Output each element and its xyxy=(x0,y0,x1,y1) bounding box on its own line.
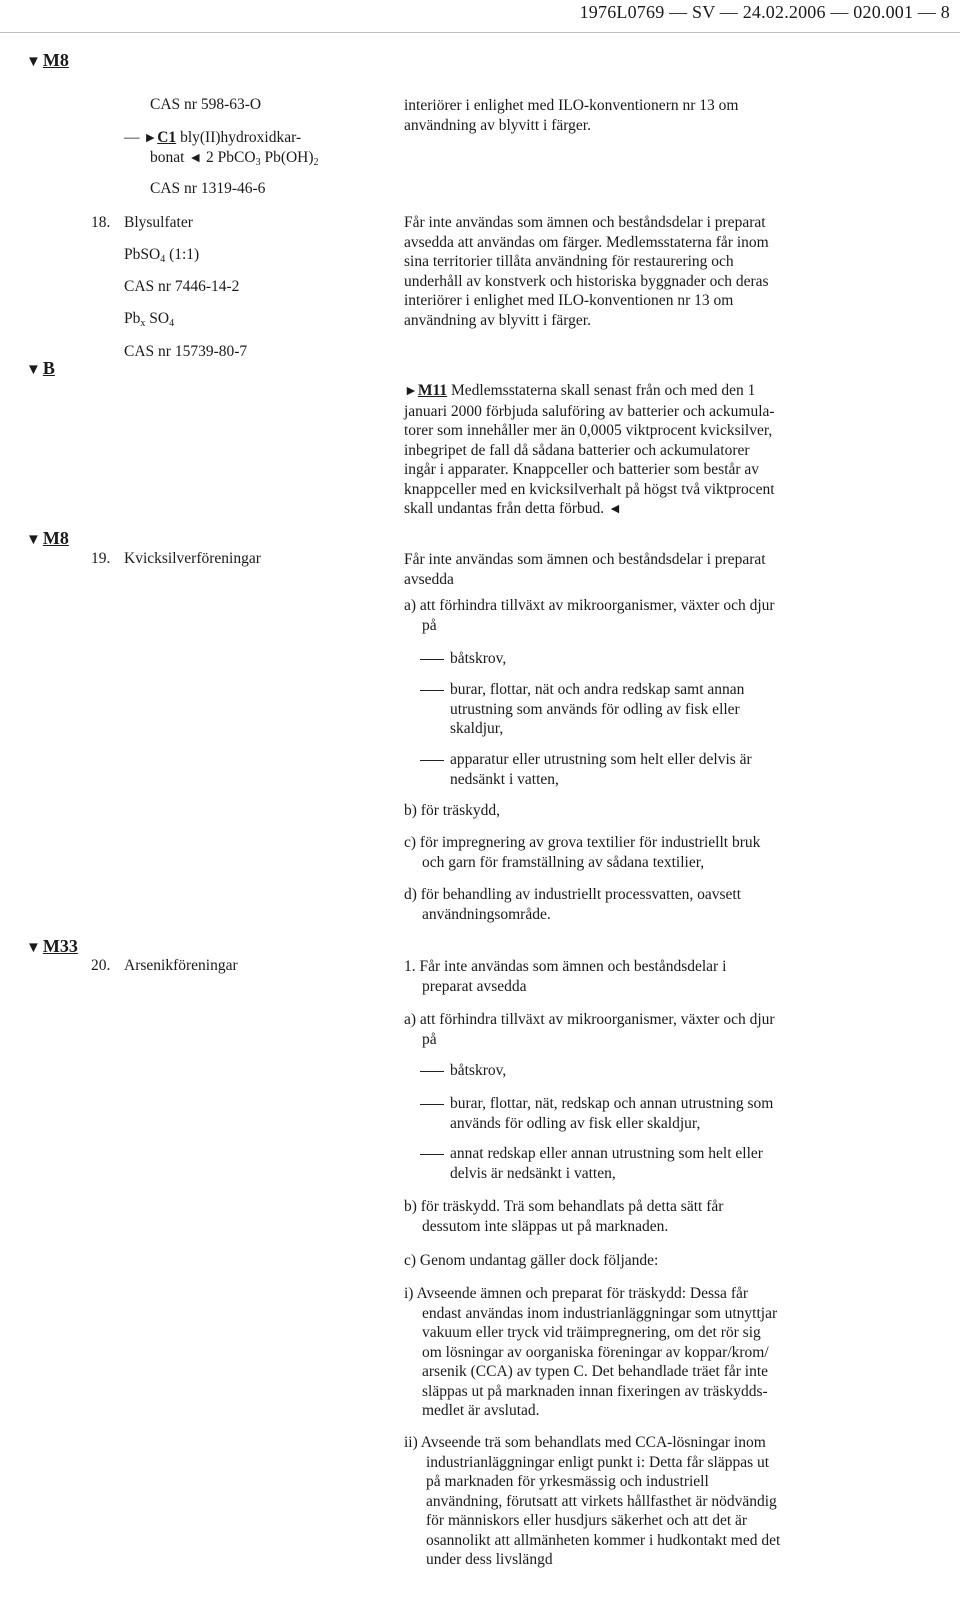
dash-icon xyxy=(420,760,444,761)
dash-icon xyxy=(420,1071,444,1072)
item20-a: a) att förhindra tillväxt av mikroorganismer, växter och djur på xyxy=(404,1011,775,1048)
item18-m11-paragraph: ►M11 Medlemsstaterna skall senast från och med den 1 januari 2000 förbjuda saluföring av batterier och ackumula- torer som innehåller mer än 0,0005 viktprocent kvicksilver, inbegripet de fall då sådana batterier och ackumulatorer ingår i apparater. Knappceller och batterier som består av knappceller med en kvicksilverhalt på högst två viktprocent skall undantas från detta förbud. ◄ xyxy=(404,382,775,517)
triangle-down-icon: ▼ xyxy=(26,362,41,378)
item20-number: 20. xyxy=(91,957,111,974)
triangle-right-icon: ► xyxy=(143,131,158,146)
item19-b: b) för träskydd, xyxy=(404,802,500,819)
lead-hydroxide-line1: — ►C1 bly(II)hydroxidkar- xyxy=(124,129,302,146)
page-header: 1976L0769 — SV — 24.02.2006 — 020.001 — 8 xyxy=(579,2,950,22)
item19-c: c) för impregnering av grova textilier för industriellt bruk och garn för framställning av sådana textilier, xyxy=(404,834,761,871)
header-rule xyxy=(0,32,960,33)
dash-icon xyxy=(420,690,444,691)
item19-intro: Får inte användas som ämnen och beståndsdelar i preparat avsedda xyxy=(404,551,766,588)
item18-cas1: CAS nr 7446-14-2 xyxy=(124,278,240,295)
marker-b[interactable]: ▼ B xyxy=(26,358,55,378)
item19-number: 19. xyxy=(91,550,111,567)
item18-number: 18. xyxy=(91,214,111,231)
item20-p1: 1. Får inte användas som ämnen och beståndsdelar i preparat avsedda xyxy=(404,958,727,995)
item19-a: a) att förhindra tillväxt av mikroorganismer, växter och djur på xyxy=(404,597,775,634)
marker-m8-mid[interactable]: ▼ M8 xyxy=(26,528,69,548)
item18-formula1: PbSO$_4$ (1:1) xyxy=(124,246,200,265)
item20-b: b) för träskydd. Trä som behandlats på detta sätt får dessutom inte släppas ut på marknaden. xyxy=(404,1198,724,1235)
marker-m8-top[interactable]: ▼ M8 xyxy=(26,50,69,70)
ref-m11[interactable]: M11 xyxy=(417,382,448,399)
triangle-down-icon: ▼ xyxy=(26,532,41,548)
item20-ii: ii) Avseende trä som behandlats med CCA-lösningar inom industrianläggningar enligt punkt i: Detta får släppas ut på marknaden för yrkesmässig och industriell användning, förutsatt att virkets hållfasthet är nödvändig för människors eller husdjurs säkerhet och att det är osannolikt att allmänheten kommer i hudkontakt med det under dess livslängd xyxy=(404,1434,781,1568)
item18-text: Får inte användas som ämnen och beståndsdelar i preparat avsedda att användas om färger. Medlemsstaterna får inom sina territorier tillåta användning för restaurering och underhåll av konstverk och historiska byggnader och deras interiörer i enlighet med ILO-konventionen nr 13 om användning av blyvitt i färger. xyxy=(404,214,769,329)
cas-1319: CAS nr 1319-46-6 xyxy=(150,180,266,197)
item20-c: c) Genom undantag gäller dock följande: xyxy=(404,1252,659,1269)
item20-dash3: annat redskap eller annan utrustning som helt eller delvis är nedsänkt i vatten, xyxy=(420,1144,836,1183)
triangle-right-icon: ► xyxy=(404,384,418,399)
item19-d: d) för behandling av industriellt processvatten, oavsett användningsområde. xyxy=(404,886,742,923)
item18-cas2: CAS nr 15739-80-7 xyxy=(124,343,248,360)
dash-icon xyxy=(420,659,444,660)
dash-icon xyxy=(420,1104,444,1105)
item19-dash1: båtskrov, xyxy=(420,649,836,669)
item20-dash1: båtskrov, xyxy=(420,1061,836,1081)
item19-name: Kvicksilverföreningar xyxy=(124,550,261,567)
triangle-down-icon: ▼ xyxy=(26,940,41,956)
marker-m33[interactable]: ▼ M33 xyxy=(26,936,78,956)
lead-hydroxide-line2: bonat ◄ 2 PbCO$_3$ $Pb(OH)_2$ xyxy=(150,149,319,168)
item18-name: Blysulfater xyxy=(124,214,193,231)
ref-c1[interactable]: C1 xyxy=(157,129,177,146)
item20-i: i) Avseende ämnen och preparat för träskydd: Dessa får endast användas inom industrianläggningar som utnyttjar vakuum eller tryck vid träimpregnering, om det rör sig om lösningar av oorganiska föreningar av koppar/krom/ arsenik (CCA) av typen C. Det behandlade träet får inte släppas ut på marknaden innan fixeringen av träskydds- medlet är avslutad. xyxy=(404,1285,778,1419)
dash-icon xyxy=(420,1154,444,1155)
triangle-down-icon: ▼ xyxy=(26,54,41,70)
item19-dash2: burar, flottar, nät och andra redskap samt annan utrustning som används för odling av fisk eller skaldjur, xyxy=(420,680,836,739)
triangle-left-icon: ◄ xyxy=(608,502,622,517)
triangle-left-icon: ◄ xyxy=(188,151,203,166)
cas-598: CAS nr 598-63-O xyxy=(150,96,262,113)
item20-dash2: burar, flottar, nät, redskap och annan utrustning som används för odling av fisk eller skaldjur, xyxy=(420,1094,836,1133)
item20-name: Arsenikföreningar xyxy=(124,957,238,974)
item18-formula2: $Pb_x$ $SO_4$ xyxy=(124,310,175,329)
item19-dash3: apparatur eller utrustning som helt eller delvis är nedsänkt i vatten, xyxy=(420,750,836,789)
top-right-text: interiörer i enlighet med ILO-konventionern nr 13 om användning av blyvitt i färger. xyxy=(404,97,739,134)
